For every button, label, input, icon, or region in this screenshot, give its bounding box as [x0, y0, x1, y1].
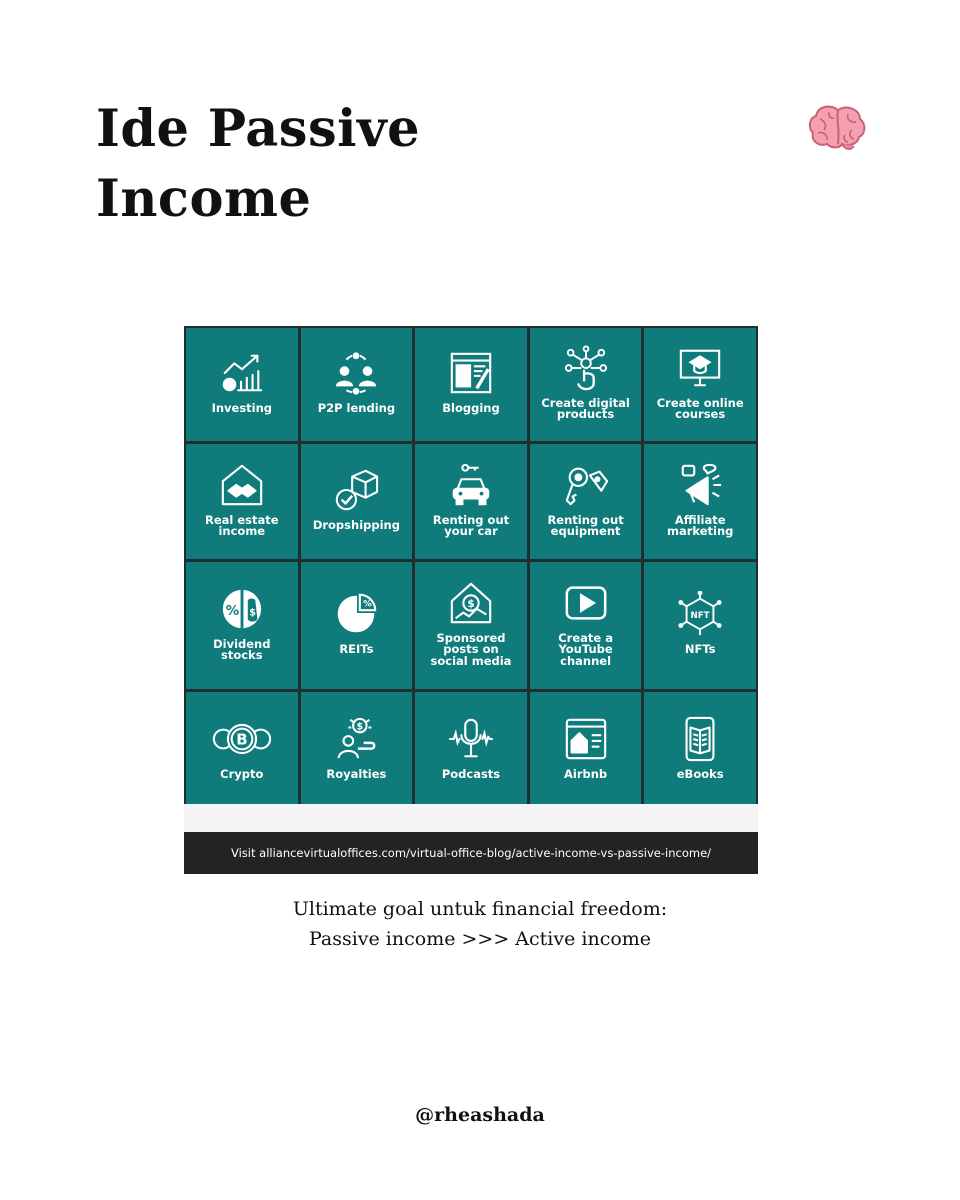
tile-label: Dividend stocks — [213, 636, 271, 662]
tile-nfts — [644, 562, 756, 689]
tile-p2p-lending — [301, 328, 413, 441]
crypto-icon — [212, 716, 272, 762]
real-estate-icon — [219, 462, 265, 508]
tile-dividend-stocks — [186, 562, 298, 689]
caption-line-1: Ultimate goal untuk financial freedom: — [292, 898, 668, 920]
tile-reits — [301, 562, 413, 689]
online-courses-icon — [677, 345, 723, 391]
title-line-1: Ide Passive — [96, 99, 421, 159]
caption-line-2: Passive income >>> Active income — [308, 928, 652, 950]
tile-label: NFTs — [684, 642, 716, 657]
tile-label: Royalties — [326, 767, 387, 782]
svg-text:NFT: NFT — [690, 611, 710, 622]
tile-create-digital-products — [530, 328, 642, 441]
tile-label: Podcasts — [441, 767, 501, 782]
blogging-icon — [448, 350, 494, 396]
investing-icon — [219, 350, 265, 396]
tile-label: Airbnb — [564, 767, 608, 782]
tile-label: Create a YouTube channel — [558, 630, 613, 668]
author-handle: @rheashada — [415, 1104, 545, 1126]
tile-label: Affiliate marketing — [666, 512, 734, 538]
nft-icon — [677, 591, 723, 637]
youtube-icon — [563, 580, 609, 626]
royalties-icon — [333, 716, 379, 762]
ebook-icon — [677, 716, 723, 762]
tile-podcasts — [415, 692, 527, 809]
svg-text:%: % — [363, 599, 373, 610]
tile-label: Blogging — [442, 401, 500, 416]
tile-label: Sponsored posts on social media — [430, 630, 512, 668]
passive-income-infographic — [184, 326, 758, 874]
tile-label: Create online courses — [656, 395, 744, 421]
tile-blogging — [415, 328, 527, 441]
tile-renting-out-equipment — [530, 444, 642, 559]
brain-icon — [808, 104, 868, 152]
tile-label: P2P lending — [317, 401, 396, 416]
tile-label: Renting out equipment — [547, 512, 624, 538]
page-title — [96, 94, 420, 234]
dividend-icon — [219, 586, 265, 632]
tile-airbnb — [530, 692, 642, 809]
tile-create-youtube-channel — [530, 562, 642, 689]
svg-text:$: $ — [249, 607, 256, 619]
podcast-icon — [448, 716, 494, 762]
tile-label: Investing — [211, 401, 273, 416]
equipment-icon — [563, 462, 609, 508]
tile-renting-out-your-car — [415, 444, 527, 559]
svg-text:$: $ — [356, 721, 364, 733]
airbnb-icon — [563, 716, 609, 762]
p2p-lending-icon — [333, 350, 379, 396]
affiliate-icon — [677, 462, 723, 508]
tile-label: eBooks — [676, 767, 724, 782]
svg-text:$: $ — [467, 597, 475, 610]
dropshipping-icon — [333, 467, 379, 513]
tile-sponsored-posts — [415, 562, 527, 689]
title-line-2: Income — [96, 169, 312, 229]
tile-label: Create digital products — [541, 395, 630, 421]
tile-crypto — [186, 692, 298, 809]
tile-real-estate-income — [186, 444, 298, 559]
tile-label: Dropshipping — [312, 518, 400, 533]
tile-label: Crypto — [220, 767, 264, 782]
tile-affiliate-marketing — [644, 444, 756, 559]
source-footer: Visit alliancevirtualoffices.com/virtual-office-blog/active-income-vs-passive-income/ — [184, 832, 758, 874]
tile-ebooks — [644, 692, 756, 809]
tile-dropshipping — [301, 444, 413, 559]
tile-investing — [186, 328, 298, 441]
tile-create-online-courses — [644, 328, 756, 441]
sponsored-icon — [448, 580, 494, 626]
tile-label: Renting out your car — [432, 512, 510, 538]
tile-royalties — [301, 692, 413, 809]
tile-label: REITs — [339, 642, 374, 657]
car-icon — [448, 462, 494, 508]
infographic-grid — [184, 326, 758, 804]
infographic-spacer — [184, 804, 758, 832]
svg-text:%: % — [225, 603, 239, 619]
reits-icon — [333, 591, 379, 637]
svg-text:B: B — [236, 730, 248, 749]
digital-products-icon — [563, 345, 609, 391]
tile-label: Real estate income — [205, 512, 279, 538]
